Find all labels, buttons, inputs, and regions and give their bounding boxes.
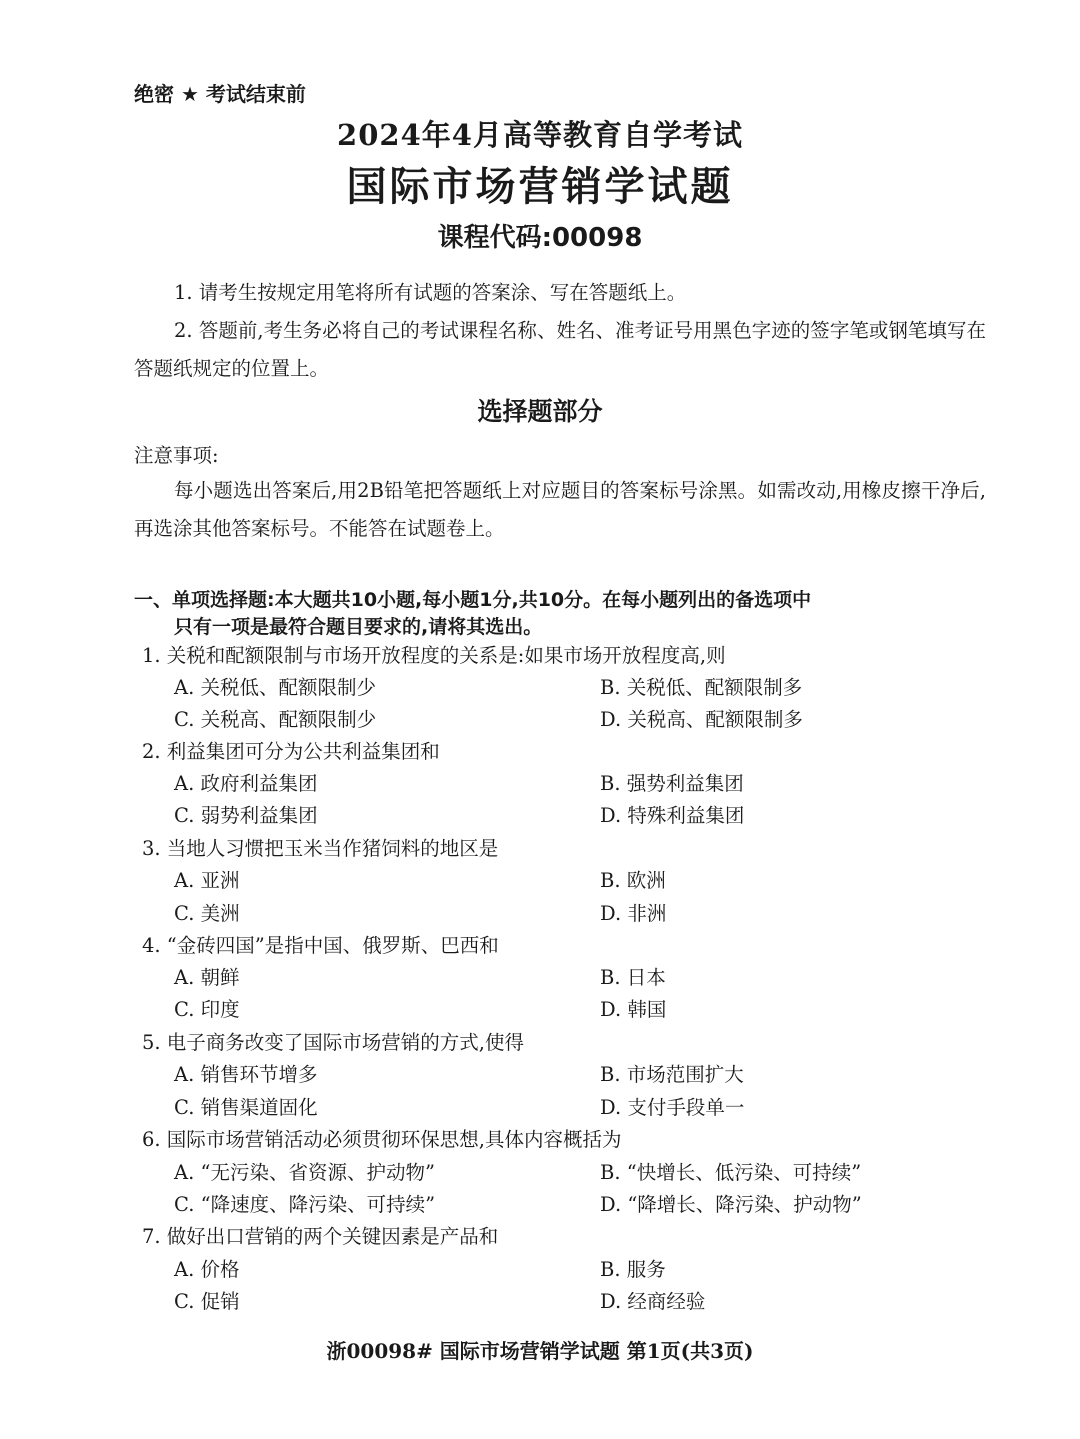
question-stem: 2. 利益集团可分为公共利益集团和 xyxy=(142,740,440,763)
question-stem: 5. 电子商务改变了国际市场营销的方式,使得 xyxy=(142,1031,525,1054)
option-b: B. 欧洲 xyxy=(600,869,666,892)
option-b: B. “快增长、低污染、可持续” xyxy=(600,1161,862,1184)
option-a: A. 朝鲜 xyxy=(174,966,240,989)
option-d: D. 支付手段单一 xyxy=(600,1096,745,1119)
question-stem: 3. 当地人习惯把玉米当作猪饲料的地区是 xyxy=(142,837,499,860)
option-b: B. 市场范围扩大 xyxy=(600,1063,744,1086)
notes-text: 每小题选出答案后,用2B铅笔把答题纸上对应题目的答案标号涂黑。如需改动,用橡皮擦干净后,再选涂其他答案标号。不能答在试题卷上。 xyxy=(134,479,986,540)
option-b: B. 关税低、配额限制多 xyxy=(600,676,803,699)
instruction-1: 1. 请考生按规定用笔将所有试题的答案涂、写在答题纸上。 xyxy=(174,281,687,304)
option-c: C. 销售渠道固化 xyxy=(174,1096,318,1119)
option-a: A. 价格 xyxy=(174,1258,240,1281)
question-stem: 4. “金砖四国”是指中国、俄罗斯、巴西和 xyxy=(142,934,499,957)
option-c: C. 促销 xyxy=(174,1290,240,1313)
section-title: 选择题部分 xyxy=(477,397,603,426)
option-d: D. 关税高、配额限制多 xyxy=(600,708,803,731)
option-c: C. 弱势利益集团 xyxy=(174,804,318,827)
option-a: A. “无污染、省资源、护动物” xyxy=(174,1161,435,1184)
option-a: A. 销售环节增多 xyxy=(174,1063,318,1086)
instruction-2: 2. 答题前,考生务必将自己的考试课程名称、姓名、准考证号用黑色字迹的签字笔或钢笔填写在答题纸规定的位置上。 xyxy=(134,319,986,380)
option-b: B. 日本 xyxy=(600,966,666,989)
question-stem: 7. 做好出口营销的两个关键因素是产品和 xyxy=(142,1225,499,1248)
option-a: A. 亚洲 xyxy=(174,869,240,892)
option-c: C. 美洲 xyxy=(174,902,240,925)
option-a: A. 关税低、配额限制少 xyxy=(174,676,376,699)
part1-heading-line1: 一、单项选择题:本大题共10小题,每小题1分,共10分。在每小题列出的备选项中 xyxy=(134,589,812,611)
exam-title: 2024年4月高等教育自学考试 xyxy=(337,118,743,152)
option-c: C. “降速度、降污染、可持续” xyxy=(174,1193,436,1216)
confidential-label: 绝密 ★ 考试结束前 xyxy=(134,82,306,106)
option-d: D. “降增长、降污染、护动物” xyxy=(600,1193,862,1216)
question-stem: 6. 国际市场营销活动必须贯彻环保思想,具体内容概括为 xyxy=(142,1128,622,1151)
notes-label: 注意事项: xyxy=(134,444,219,467)
option-d: D. 韩国 xyxy=(600,998,667,1021)
option-d: D. 特殊利益集团 xyxy=(600,804,745,827)
option-b: B. 服务 xyxy=(600,1258,666,1281)
subject-title: 国际市场营销学试题 xyxy=(346,164,734,210)
option-d: D. 经商经验 xyxy=(600,1290,706,1313)
option-a: A. 政府利益集团 xyxy=(174,772,318,795)
option-b: B. 强势利益集团 xyxy=(600,772,744,795)
part1-heading-line2: 只有一项是最符合题目要求的,请将其选出。 xyxy=(174,616,543,638)
option-c: C. 关税高、配额限制少 xyxy=(174,708,377,731)
course-code: 课程代码:00098 xyxy=(437,223,643,253)
option-c: C. 印度 xyxy=(174,998,240,1021)
option-d: D. 非洲 xyxy=(600,902,667,925)
page-footer: 浙00098# 国际市场营销学试题 第1页(共3页) xyxy=(326,1339,754,1363)
question-stem: 1. 关税和配额限制与市场开放程度的关系是:如果市场开放程度高,则 xyxy=(142,644,726,667)
